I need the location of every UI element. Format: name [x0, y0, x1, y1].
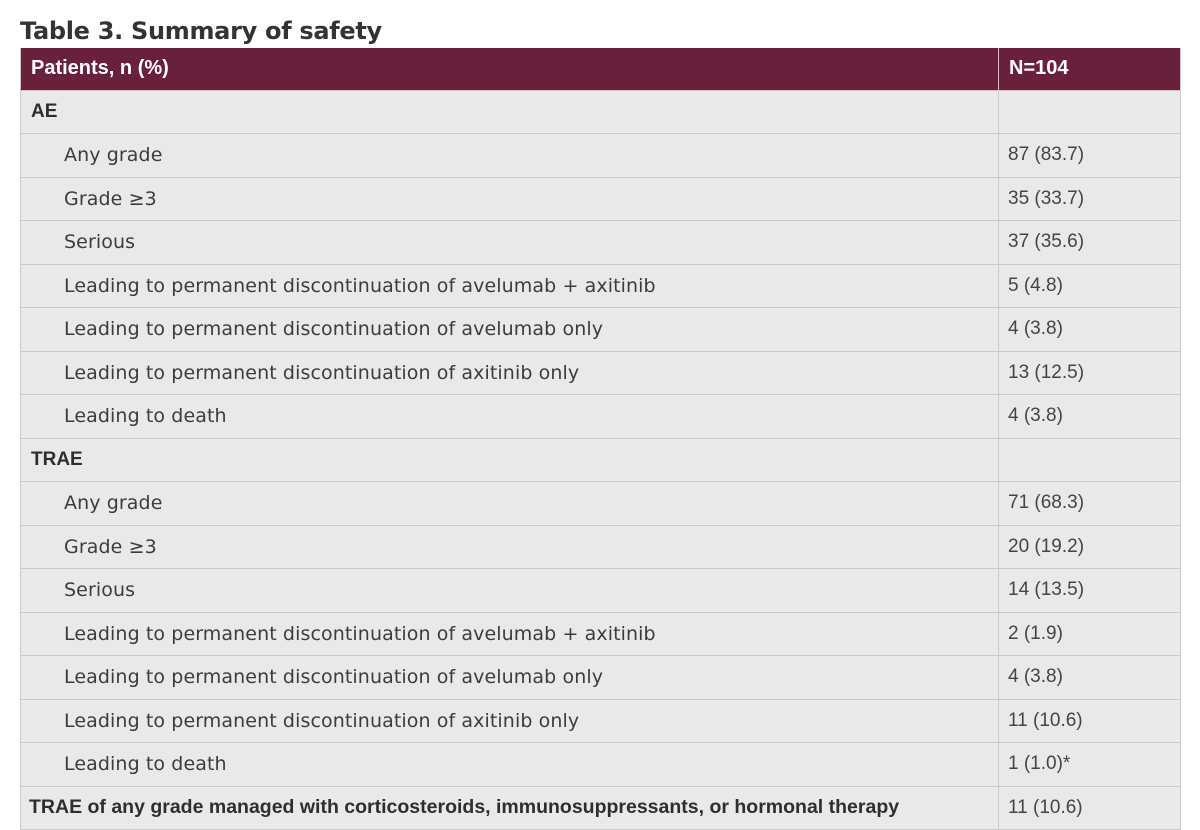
table-row: [21, 221, 1181, 265]
row-value: 71 (68.3): [999, 482, 1181, 526]
row-label: Leading to permanent discontinuation of avelumab only: [21, 656, 999, 700]
row-value: [999, 438, 1181, 482]
row-value: 4 (3.8): [999, 656, 1181, 700]
table-row: [21, 786, 1181, 830]
row-label: Grade ≥3: [21, 177, 999, 221]
section-label: AE: [21, 90, 999, 134]
row-value: 1 (1.0)*: [999, 743, 1181, 787]
row-value: [999, 90, 1181, 134]
column-header-patients: Patients, n (%): [21, 48, 999, 90]
row-value: 11 (10.6): [999, 786, 1181, 830]
row-label: Grade ≥3: [21, 525, 999, 569]
table-row: [21, 308, 1181, 352]
table-row: [21, 612, 1181, 656]
safety-summary-table: [20, 48, 1181, 830]
table-row: [21, 264, 1181, 308]
table-row: [21, 482, 1181, 526]
table-row: [21, 177, 1181, 221]
table-row: [21, 438, 1181, 482]
row-value: 35 (33.7): [999, 177, 1181, 221]
column-header-n: N=104: [999, 48, 1181, 90]
row-value: 11 (10.6): [999, 699, 1181, 743]
row-value: 13 (12.5): [999, 351, 1181, 395]
table-row: [21, 90, 1181, 134]
row-label: Any grade: [21, 482, 999, 526]
section-label: TRAE: [21, 438, 999, 482]
row-label: Serious: [21, 221, 999, 265]
row-label: Leading to permanent discontinuation of avelumab + axitinib: [21, 264, 999, 308]
row-label: Leading to permanent discontinuation of avelumab + axitinib: [21, 612, 999, 656]
table-body: [21, 90, 1181, 830]
row-value: 20 (19.2): [999, 525, 1181, 569]
row-value: 2 (1.9): [999, 612, 1181, 656]
row-label: Any grade: [21, 134, 999, 178]
table-row: [21, 525, 1181, 569]
row-value: 14 (13.5): [999, 569, 1181, 613]
table-row: [21, 569, 1181, 613]
row-label: TRAE of any grade managed with corticosteroids, immunosuppressants, or hormonal therapy: [21, 786, 999, 830]
row-label: Serious: [21, 569, 999, 613]
table-title: Table 3. Summary of safety: [20, 17, 382, 45]
row-value: 4 (3.8): [999, 308, 1181, 352]
table-row: [21, 351, 1181, 395]
table-row: [21, 699, 1181, 743]
row-label: Leading to death: [21, 743, 999, 787]
row-label: Leading to permanent discontinuation of axitinib only: [21, 351, 999, 395]
row-value: 37 (35.6): [999, 221, 1181, 265]
table-header-row: [21, 48, 1181, 90]
table-row: [21, 743, 1181, 787]
table-row: [21, 395, 1181, 439]
row-label: Leading to death: [21, 395, 999, 439]
row-value: 5 (4.8): [999, 264, 1181, 308]
row-value: 87 (83.7): [999, 134, 1181, 178]
row-value: 4 (3.8): [999, 395, 1181, 439]
table-row: [21, 134, 1181, 178]
row-label: Leading to permanent discontinuation of avelumab only: [21, 308, 999, 352]
table-row: [21, 656, 1181, 700]
row-label: Leading to permanent discontinuation of axitinib only: [21, 699, 999, 743]
